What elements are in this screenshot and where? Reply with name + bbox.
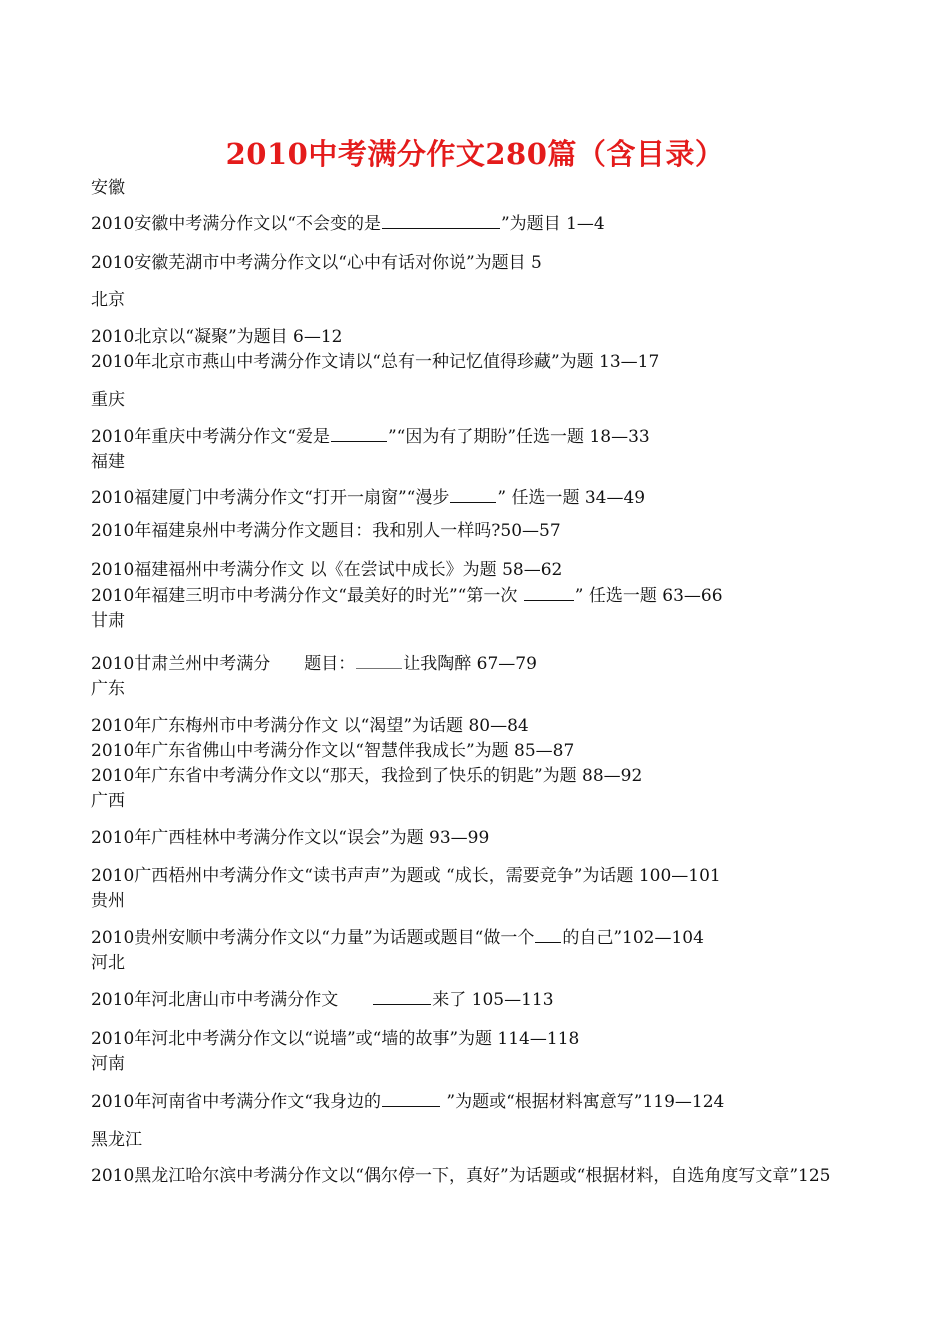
toc-entry: 2010年北京市燕山中考满分作文请以“总有一种记忆值得珍藏”为题 13—17 [91, 352, 660, 372]
fill-blank [524, 584, 574, 601]
entry-text: ”为题目 1—4 [500, 214, 605, 234]
toc-entry: 2010年河北中考满分作文以“说墙”或“墙的故事”为题 114—118 [91, 1029, 580, 1049]
section-heading-guangdong: 广东 [91, 679, 125, 699]
section-heading-anhui: 安徽 [91, 178, 125, 198]
entry-text: 2010年河北唐山市中考满分作文 [91, 990, 373, 1010]
fill-blank [382, 212, 500, 229]
toc-entry: 2010福建福州中考满分作文 以《在尝试中成长》为题 58—62 [91, 560, 563, 580]
section-heading-fujian: 福建 [91, 452, 125, 472]
fill-blank [356, 652, 402, 669]
entry-text: ”“因为有了期盼”任选一题 18—33 [387, 427, 650, 447]
toc-entry [91, 425, 891, 449]
toc-entry: 2010年广东梅州市中考满分作文 以“渴望”为话题 80—84 [91, 716, 529, 736]
section-heading-beijing: 北京 [91, 290, 125, 310]
entry-text: ” 任选一题 34—49 [497, 488, 646, 508]
entry-text: 来了 105—113 [432, 990, 554, 1010]
fill-blank [535, 926, 561, 943]
section-heading-guangxi: 广西 [91, 791, 125, 811]
entry-text: 2010福建厦门中考满分作文“打开一扇窗”“漫步 [91, 488, 450, 508]
fill-blank [382, 1090, 440, 1107]
toc-entry [91, 988, 891, 1012]
section-heading-guizhou: 贵州 [91, 891, 125, 911]
entry-text: 让我陶醉 67—79 [403, 654, 537, 674]
toc-entry: 2010年广西桂林中考满分作文以“误会”为题 93—99 [91, 828, 490, 848]
fill-blank [373, 988, 431, 1005]
fill-blank [450, 486, 496, 503]
toc-entry [91, 212, 891, 236]
toc-entry: 2010广西梧州中考满分作文“读书声声”为题或 “成长，需要竞争”为话题 100—101 [91, 866, 721, 886]
section-heading-chongqing: 重庆 [91, 390, 125, 410]
toc-entry [91, 584, 891, 608]
toc-entry: 2010年广东省中考满分作文以“那天，我捡到了快乐的钥匙”为题 88—92 [91, 766, 643, 786]
entry-text: ”为题或“根据材料寓意写”119—124 [440, 1092, 725, 1112]
entry-text: 2010年福建三明市中考满分作文“最美好的时光”“第一次 [91, 586, 523, 606]
toc-entry: 2010北京以“凝聚”为题目 6—12 [91, 327, 343, 347]
entry-text: ” 任选一题 63—66 [574, 586, 723, 606]
section-heading-heilongjiang: 黑龙江 [91, 1130, 142, 1150]
toc-entry [91, 486, 891, 510]
entry-text: 2010安徽中考满分作文以“不会变的是 [91, 214, 381, 234]
fill-blank [331, 425, 387, 442]
toc-entry: 2010年广东省佛山中考满分作文以“智慧伴我成长”为题 85—87 [91, 741, 575, 761]
section-heading-gansu: 甘肃 [91, 611, 125, 631]
entry-text: 2010贵州安顺中考满分作文以“力量”为话题或题目“做一个 [91, 928, 535, 948]
document-title: 2010中考满分作文280篇（含目录） [225, 137, 725, 171]
toc-entry [91, 1090, 891, 1114]
section-heading-hebei: 河北 [91, 953, 125, 973]
toc-entry [91, 926, 891, 950]
entry-text: 2010甘肃兰州中考满分 题目： [91, 654, 356, 674]
entry-text: 的自己”102—104 [562, 928, 704, 948]
toc-entry: 2010安徽芜湖市中考满分作文以“心中有话对你说”为题目 5 [91, 253, 542, 273]
entry-text: 2010年重庆中考满分作文“爱是 [91, 427, 330, 447]
entry-text: 2010年河南省中考满分作文“我身边的 [91, 1092, 381, 1112]
toc-entry [91, 652, 891, 676]
section-heading-henan: 河南 [91, 1054, 125, 1074]
toc-entry: 2010年福建泉州中考满分作文题目：我和别人一样吗?50—57 [91, 521, 561, 541]
toc-entry: 2010黑龙江哈尔滨中考满分作文以“偶尔停一下，真好”为话题或“根据材料，自选角度写文章”125 [91, 1166, 831, 1186]
